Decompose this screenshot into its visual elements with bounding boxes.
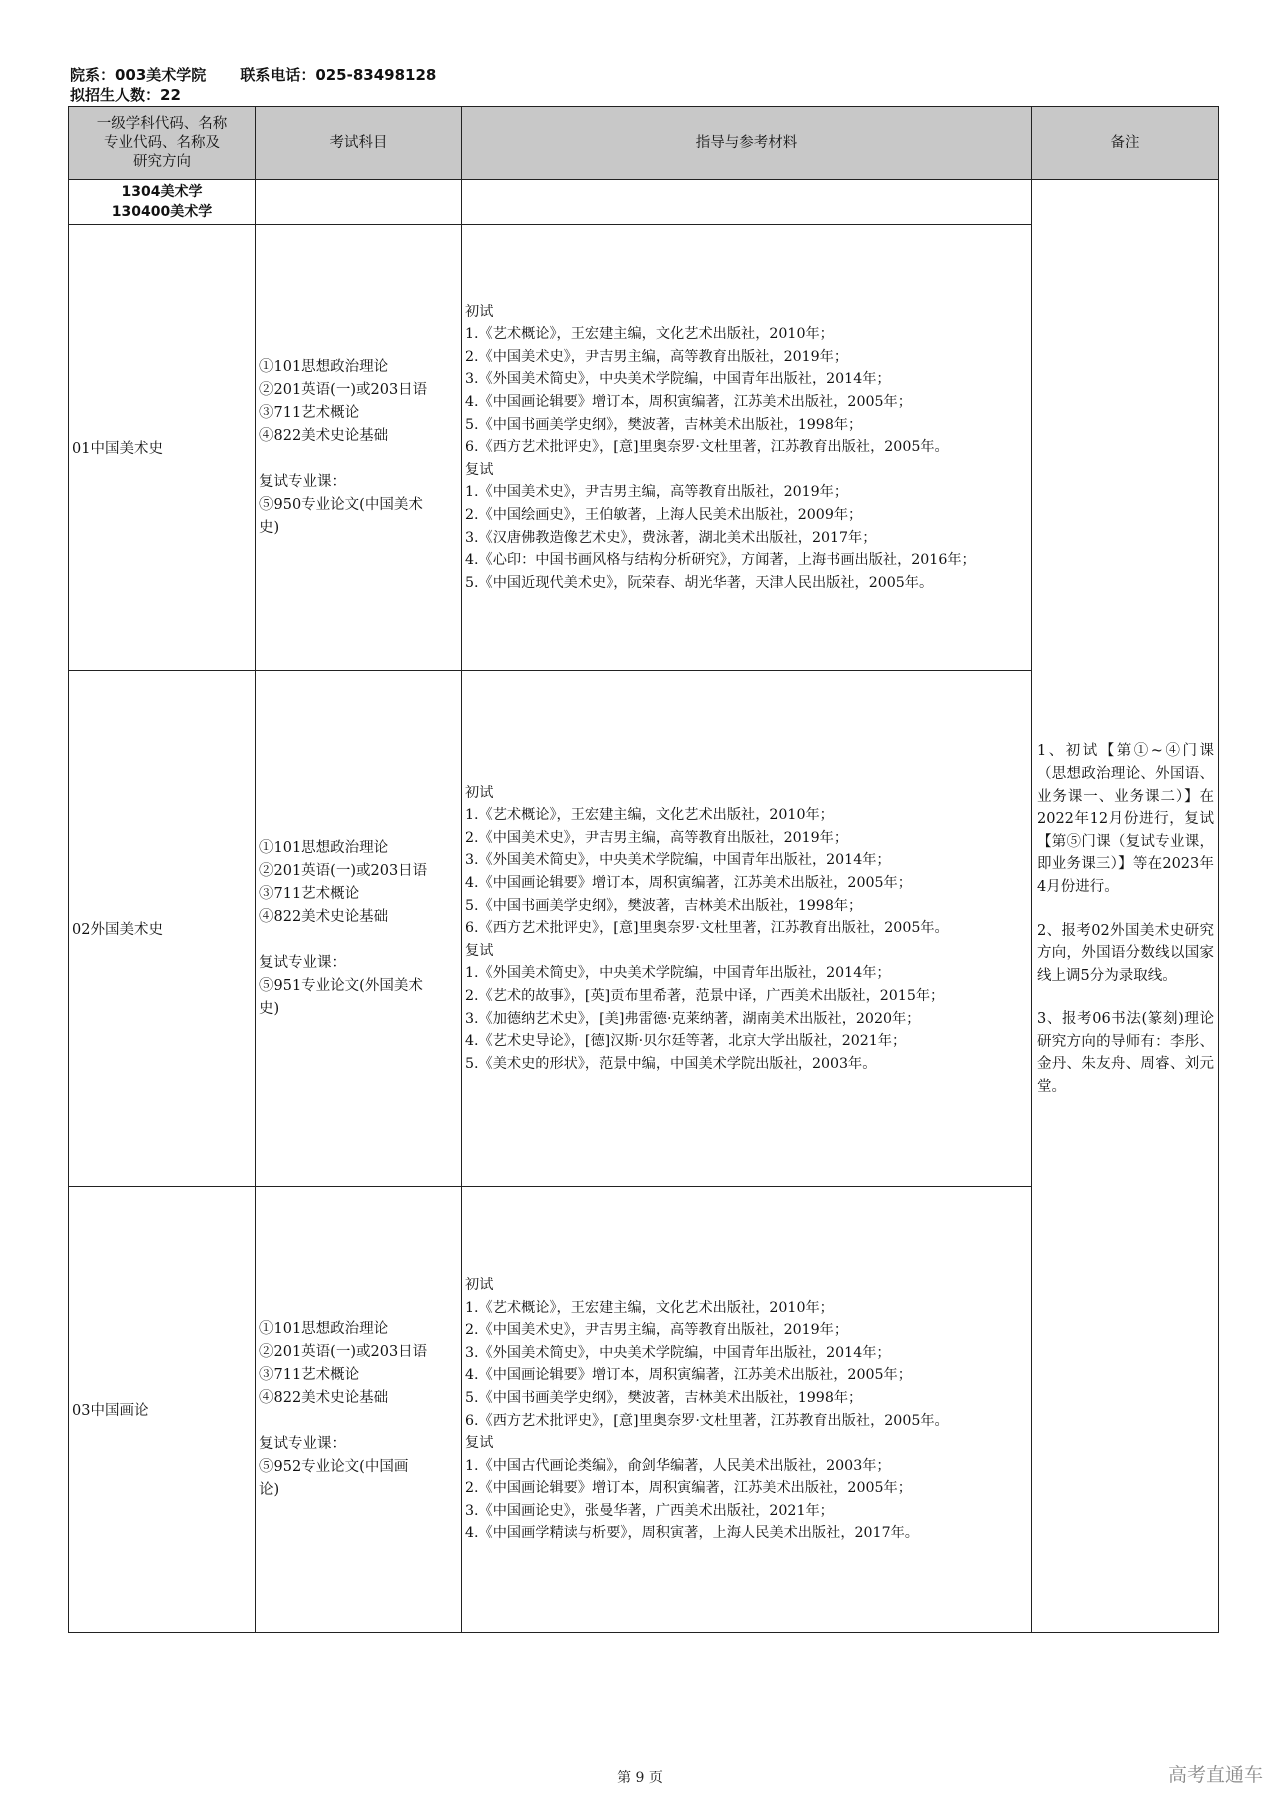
exam-subject-line: ⑤952专业论文(中国画 (259, 1458, 409, 1475)
reference-line: 2.《中国画论辑要》增订本，周积寅编著，江苏美术出版社，2005年； (465, 1480, 912, 1497)
column-header-reference: 指导与参考材料 (462, 107, 1032, 180)
exam-cell (256, 1187, 462, 1633)
spacer (259, 448, 461, 471)
reference-line: 4.《中国画论辑要》增订本，周积寅编著，江苏美术出版社，2005年； (465, 394, 912, 411)
spacer (259, 929, 461, 952)
reference-cell (462, 225, 1032, 671)
reference-line: 1.《艺术概论》，王宏建主编，文化艺术出版社，2010年； (465, 326, 834, 343)
reference-line: 复试 (465, 942, 494, 959)
exam-subject-line: ④822美术史论基础 (259, 908, 389, 925)
major-discipline: 130400美术学 (111, 204, 213, 220)
direction-cell: 02外国美术史 (69, 671, 256, 1187)
first-level-discipline: 1304美术学 (121, 184, 203, 200)
exam-subject-line: ③711艺术概论 (259, 404, 360, 421)
reference-line: 5.《中国近现代美术史》，阮荣春、胡光华著，天津人民出版社，2005年。 (465, 574, 934, 591)
direction-cell: 03中国画论 (69, 1187, 256, 1633)
reference-line: 1.《艺术概论》，王宏建主编，文化艺术出版社，2010年； (465, 807, 834, 824)
exam-subject-line: 论) (259, 1481, 280, 1498)
exam-subject-line: ②201英语(一)或203日语 (259, 381, 428, 398)
header-department-line (70, 66, 436, 84)
reference-line: 6.《西方艺术批评史》，[意]里奥奈罗·文杜里著，江苏教育出版社，2005年。 (465, 439, 949, 456)
reference-line: 初试 (465, 1276, 494, 1293)
exam-subject-line: ①101思想政治理论 (259, 1320, 389, 1337)
exam-subject-line: ④822美术史论基础 (259, 427, 389, 444)
reference-line: 2.《艺术的故事》，[英]贡布里希著，范景中译，广西美术出版社，2015年； (465, 987, 945, 1004)
exam-subject-line: ⑤951专业论文(外国美术 (259, 977, 423, 994)
reference-line: 6.《西方艺术批评史》，[意]里奥奈罗·文杜里著，江苏教育出版社，2005年。 (465, 1412, 949, 1429)
column-header-notes: 备注 (1032, 107, 1219, 180)
empty-cell (462, 180, 1032, 225)
reference-line: 复试 (465, 1435, 494, 1452)
exam-subject-line: ②201英语(一)或203日语 (259, 862, 428, 879)
exam-subject-line: ④822美术史论基础 (259, 1389, 389, 1406)
reference-line: 3.《汉唐佛教造像艺术史》，费泳著，湖北美术出版社，2017年； (465, 529, 877, 546)
note-item: 3、报考06书法(篆刻)理论研究方向的导师有：李彤、金丹、朱友舟、周睿、刘元堂。 (1037, 1011, 1214, 1096)
exam-subject-line: 复试专业课： (259, 954, 346, 971)
discipline-cell (69, 180, 256, 225)
reference-line: 5.《美术史的形状》，范景中编，中国美术学院出版社，2003年。 (465, 1055, 877, 1072)
reference-line: 5.《中国书画美学史纲》，樊波著，吉林美术出版社，1998年； (465, 416, 863, 433)
exam-subject-line: ①101思想政治理论 (259, 839, 389, 856)
reference-line: 4.《中国画学精读与析要》，周积寅著，上海人民美术出版社，2017年。 (465, 1525, 919, 1542)
reference-line: 5.《中国书画美学史纲》，樊波著，吉林美术出版社，1998年； (465, 897, 863, 914)
reference-line: 2.《中国美术史》，尹吉男主编，高等教育出版社，2019年； (465, 348, 849, 365)
reference-line: 3.《加德纳艺术史》，[美]弗雷德·克莱纳著，湖南美术出版社，2020年； (465, 1010, 921, 1027)
reference-cell (462, 1187, 1032, 1633)
exam-subject-line: 复试专业课： (259, 1435, 346, 1452)
exam-subject-line: ⑤950专业论文(中国美术 (259, 496, 423, 513)
reference-line: 4.《中国画论辑要》增订本，周积寅编著，江苏美术出版社，2005年； (465, 1367, 912, 1384)
enrollment-label: 拟招生人数：22 (70, 86, 181, 104)
reference-line: 3.《外国美术简史》，中央美术学院编，中国青年出版社，2014年； (465, 852, 891, 869)
reference-line: 3.《外国美术简史》，中央美术学院编，中国青年出版社，2014年； (465, 371, 891, 388)
reference-line: 4.《艺术史导论》，[德]汉斯·贝尔廷等著，北京大学出版社，2021年； (465, 1033, 907, 1050)
exam-subject-line: 史) (259, 519, 280, 536)
reference-line: 2.《中国美术史》，尹吉男主编，高等教育出版社，2019年； (465, 829, 849, 846)
exam-cell (256, 671, 462, 1187)
program-table (68, 106, 1219, 1633)
exam-subject-line: 史) (259, 1000, 280, 1017)
reference-line: 复试 (465, 461, 494, 478)
exam-subject-line: 复试专业课： (259, 473, 346, 490)
reference-line: 5.《中国书画美学史纲》，樊波著，吉林美术出版社，1998年； (465, 1389, 863, 1406)
department-label: 院系：003美术学院 (70, 66, 207, 84)
reference-line: 3.《外国美术简史》，中央美术学院编，中国青年出版社，2014年； (465, 1344, 891, 1361)
notes-cell (1032, 180, 1219, 1633)
reference-line: 4.《心印：中国书画风格与结构分析研究》，方闻著，上海书画出版社，2016年； (465, 552, 976, 569)
direction-cell: 01中国美术史 (69, 225, 256, 671)
reference-line: 1.《中国古代画论类编》，俞剑华编著，人民美术出版社，2003年； (465, 1457, 891, 1474)
reference-line: 1.《艺术概论》，王宏建主编，文化艺术出版社，2010年； (465, 1299, 834, 1316)
note-item: 2、报考02外国美术史研究方向，外国语分数线以国家线上调5分为录取线。 (1037, 922, 1214, 984)
reference-line: 1.《中国美术史》，尹吉男主编，高等教育出版社，2019年； (465, 484, 849, 501)
exam-subject-line: ②201英语(一)或203日语 (259, 1343, 428, 1360)
exam-subject-line: ③711艺术概论 (259, 885, 360, 902)
exam-cell (256, 225, 462, 671)
spacer (259, 1410, 461, 1433)
reference-line: 2.《中国绘画史》，王伯敏著，上海人民美术出版社，2009年； (465, 506, 863, 523)
watermark-label: 高考直通车 (1167, 1764, 1263, 1786)
empty-cell (256, 180, 462, 225)
reference-cell (462, 671, 1032, 1187)
reference-line: 初试 (465, 303, 494, 320)
reference-line: 初试 (465, 784, 494, 801)
note-item: 1、初试【第①~④门课（思想政治理论、外国语、业务课一、业务课二）】在2022年12月份进行，复试【第⑤门课（复试专业课，即业务课三）】等在2023年4月份进行。 (1037, 743, 1214, 895)
page-number: 第 9 页 (617, 1770, 663, 1786)
column-header-program: 一级学科代码、名称 专业代码、名称及 研究方向 (69, 107, 256, 180)
exam-subject-line: ①101思想政治理论 (259, 358, 389, 375)
reference-line: 1.《外国美术简史》，中央美术学院编，中国青年出版社，2014年； (465, 965, 891, 982)
reference-line: 4.《中国画论辑要》增订本，周积寅编著，江苏美术出版社，2005年； (465, 875, 912, 892)
column-header-exam: 考试科目 (256, 107, 462, 180)
reference-line: 6.《西方艺术批评史》，[意]里奥奈罗·文杜里著，江苏教育出版社，2005年。 (465, 920, 949, 937)
phone-label: 联系电话：025-83498128 (240, 66, 437, 84)
reference-line: 3.《中国画论史》，张曼华著，广西美术出版社，2021年； (465, 1502, 834, 1519)
exam-subject-line: ③711艺术概论 (259, 1366, 360, 1383)
reference-line: 2.《中国美术史》，尹吉男主编，高等教育出版社，2019年； (465, 1322, 849, 1339)
